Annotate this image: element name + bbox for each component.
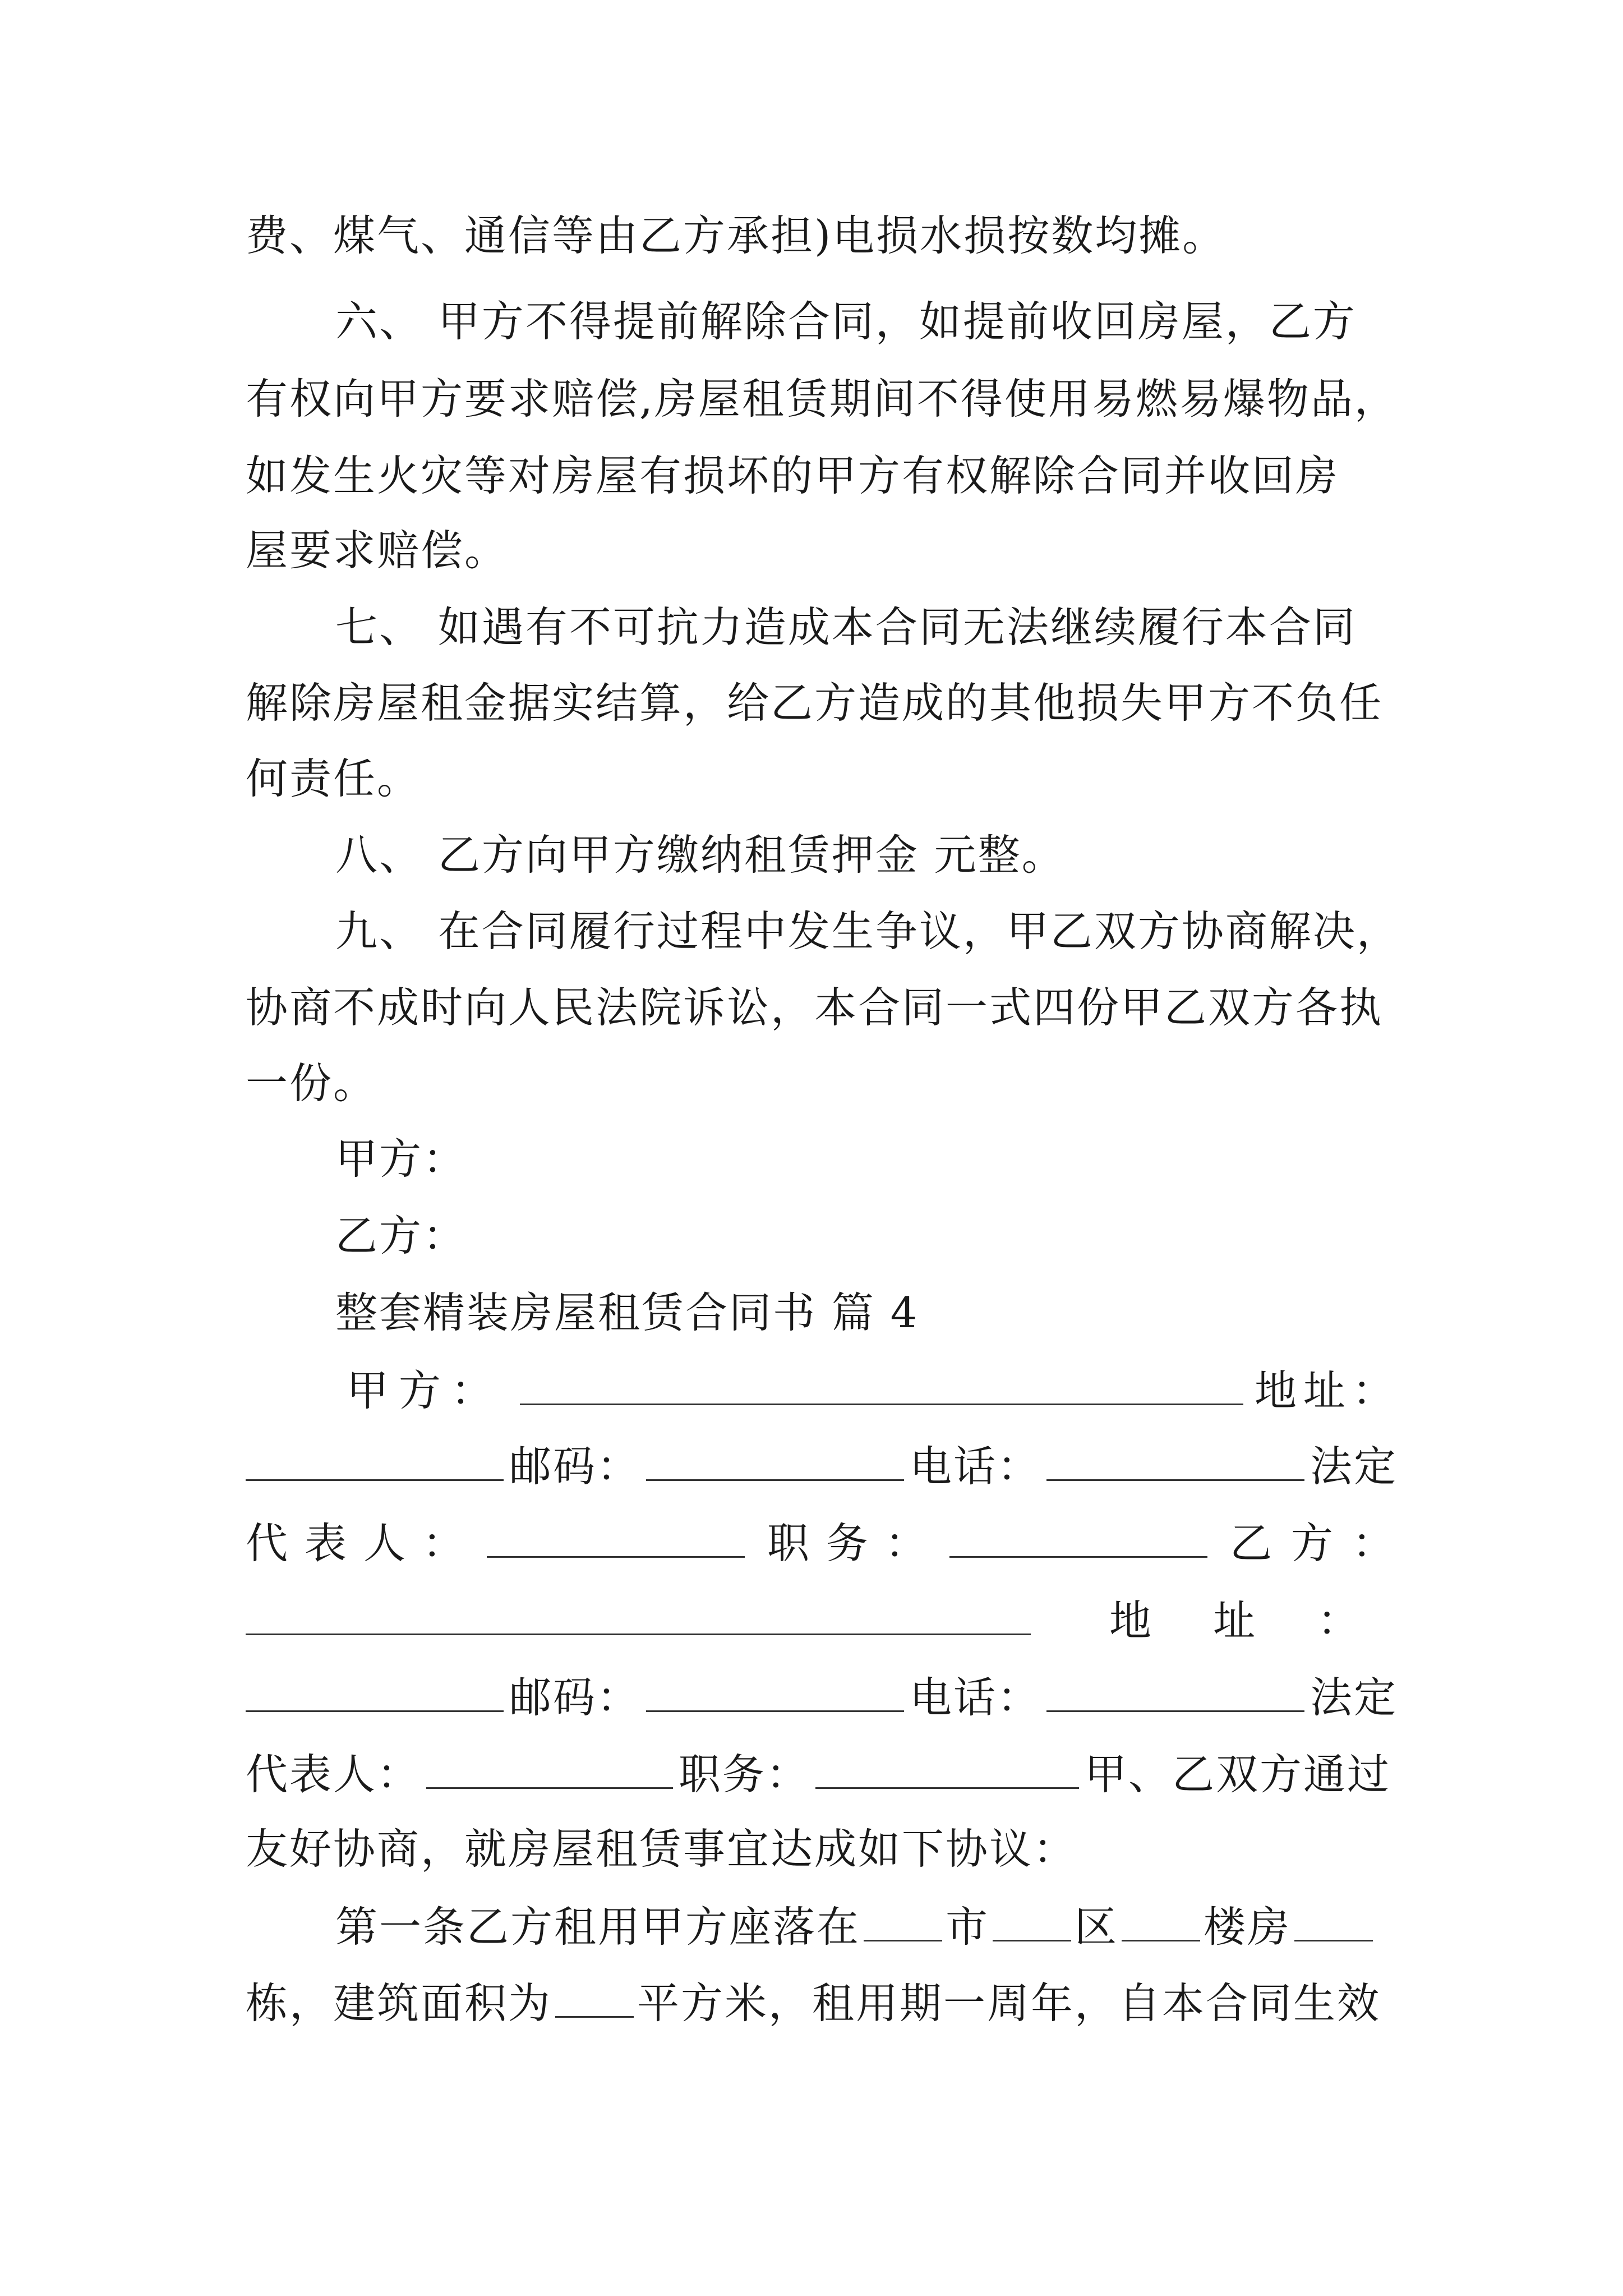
legal-rep-label-part2: 代表人：	[246, 1519, 482, 1568]
party-b-label: 乙方：	[335, 1211, 467, 1260]
form-row-contact-a	[246, 1438, 1398, 1493]
clause-9: 九、 在合同履行过程中发生争议，甲乙双方协商解决，	[335, 907, 1400, 956]
agreement-text: 甲、乙双方通过	[1085, 1750, 1391, 1799]
phone-blank[interactable]	[1046, 1438, 1304, 1481]
area-blank[interactable]	[555, 1975, 634, 2018]
text-line: 何责任。	[246, 754, 421, 803]
clause-7: 七、 如遇有不可抗力造成本合同无法继续履行本合同	[335, 602, 1357, 652]
form-row-party-a	[347, 1362, 1401, 1418]
address-b-label: 地 址 ：	[1109, 1596, 1361, 1645]
form-row-rep-a	[246, 1515, 1413, 1570]
text-line: 如发生火灾等对房屋有损坏的甲方有权解除合同并收回房	[246, 451, 1340, 500]
district-label: 区	[1075, 1902, 1119, 1952]
position-b-blank[interactable]	[815, 1746, 1079, 1789]
position-label: 职务：	[679, 1750, 810, 1799]
article-1	[335, 1898, 1373, 1954]
postcode-b-blank[interactable]	[646, 1669, 904, 1712]
legal-rep-blank[interactable]	[487, 1515, 745, 1558]
postcode-label: 邮码：	[509, 1442, 641, 1491]
party-a-label: 甲方：	[335, 1134, 467, 1184]
legal-rep-label-part2: 代表人：	[246, 1750, 421, 1799]
article-1-cont	[246, 1975, 1381, 2030]
city-label: 市	[946, 1902, 990, 1952]
agreement-text-cont: 友好协商，就房屋租赁事宜达成如下协议：	[246, 1824, 1077, 1874]
text-line: 一份。	[246, 1059, 377, 1108]
form-row-address-b	[246, 1592, 1361, 1648]
phone-label: 电话：	[910, 1673, 1041, 1722]
district-blank[interactable]	[993, 1898, 1071, 1941]
form-row-contact-b	[246, 1669, 1398, 1724]
phone-label: 电话：	[910, 1442, 1041, 1491]
party-a-blank[interactable]	[520, 1362, 1243, 1405]
legal-rep-label-part1: 法定	[1310, 1442, 1398, 1491]
postcode-label: 邮码：	[509, 1673, 641, 1722]
article-1-text: 第一条乙方租用甲方座落在	[335, 1902, 861, 1952]
address-label: 地址：	[1254, 1366, 1401, 1415]
form-row-rep-b	[246, 1746, 1391, 1801]
postcode-blank[interactable]	[646, 1438, 904, 1481]
legal-rep-label-part1: 法定	[1310, 1673, 1398, 1722]
phone-b-blank[interactable]	[1046, 1669, 1304, 1712]
clause-6: 六、 甲方不得提前解除合同，如提前收回房屋，乙方	[335, 297, 1357, 346]
building-label: 楼房	[1204, 1902, 1292, 1952]
section-heading: 整套精装房屋租赁合同书 篇 4	[335, 1288, 919, 1337]
party-b-field-label: 乙方：	[1230, 1519, 1414, 1568]
text-line: 协商不成时向人民法院诉讼，本合同一式四份甲乙双方各执	[246, 983, 1384, 1032]
clause-8: 八、 乙方向甲方缴纳租赁押金 元整。	[335, 830, 1066, 880]
address-blank[interactable]	[246, 1438, 504, 1481]
city-blank[interactable]	[864, 1898, 942, 1941]
building-blank[interactable]	[1122, 1898, 1200, 1941]
text-line: 费、煤气、通信等由乙方承担)电损水损按数均摊。	[246, 211, 1227, 260]
legal-rep-b-blank[interactable]	[426, 1746, 673, 1789]
text-line: 屋要求赔偿。	[246, 526, 509, 575]
address-b-blank[interactable]	[246, 1669, 504, 1712]
position-label: 职务：	[767, 1519, 944, 1568]
text-line: 解除房屋租金据实结算，给乙方造成的其他损失甲方不负任	[246, 678, 1384, 728]
text-line: 有权向甲方要求赔偿,房屋租赁期间不得使用易燃易爆物品，	[246, 374, 1398, 424]
article-1-unit-text: 栋，建筑面积为	[246, 1978, 552, 2028]
article-1-area-text: 平方米，租用期一周年，自本合同生效	[637, 1978, 1381, 2028]
party-b-blank[interactable]	[246, 1592, 1031, 1635]
position-blank[interactable]	[949, 1515, 1207, 1558]
building-no-blank[interactable]	[1294, 1898, 1373, 1941]
party-a-field-label: 甲方：	[347, 1366, 504, 1415]
